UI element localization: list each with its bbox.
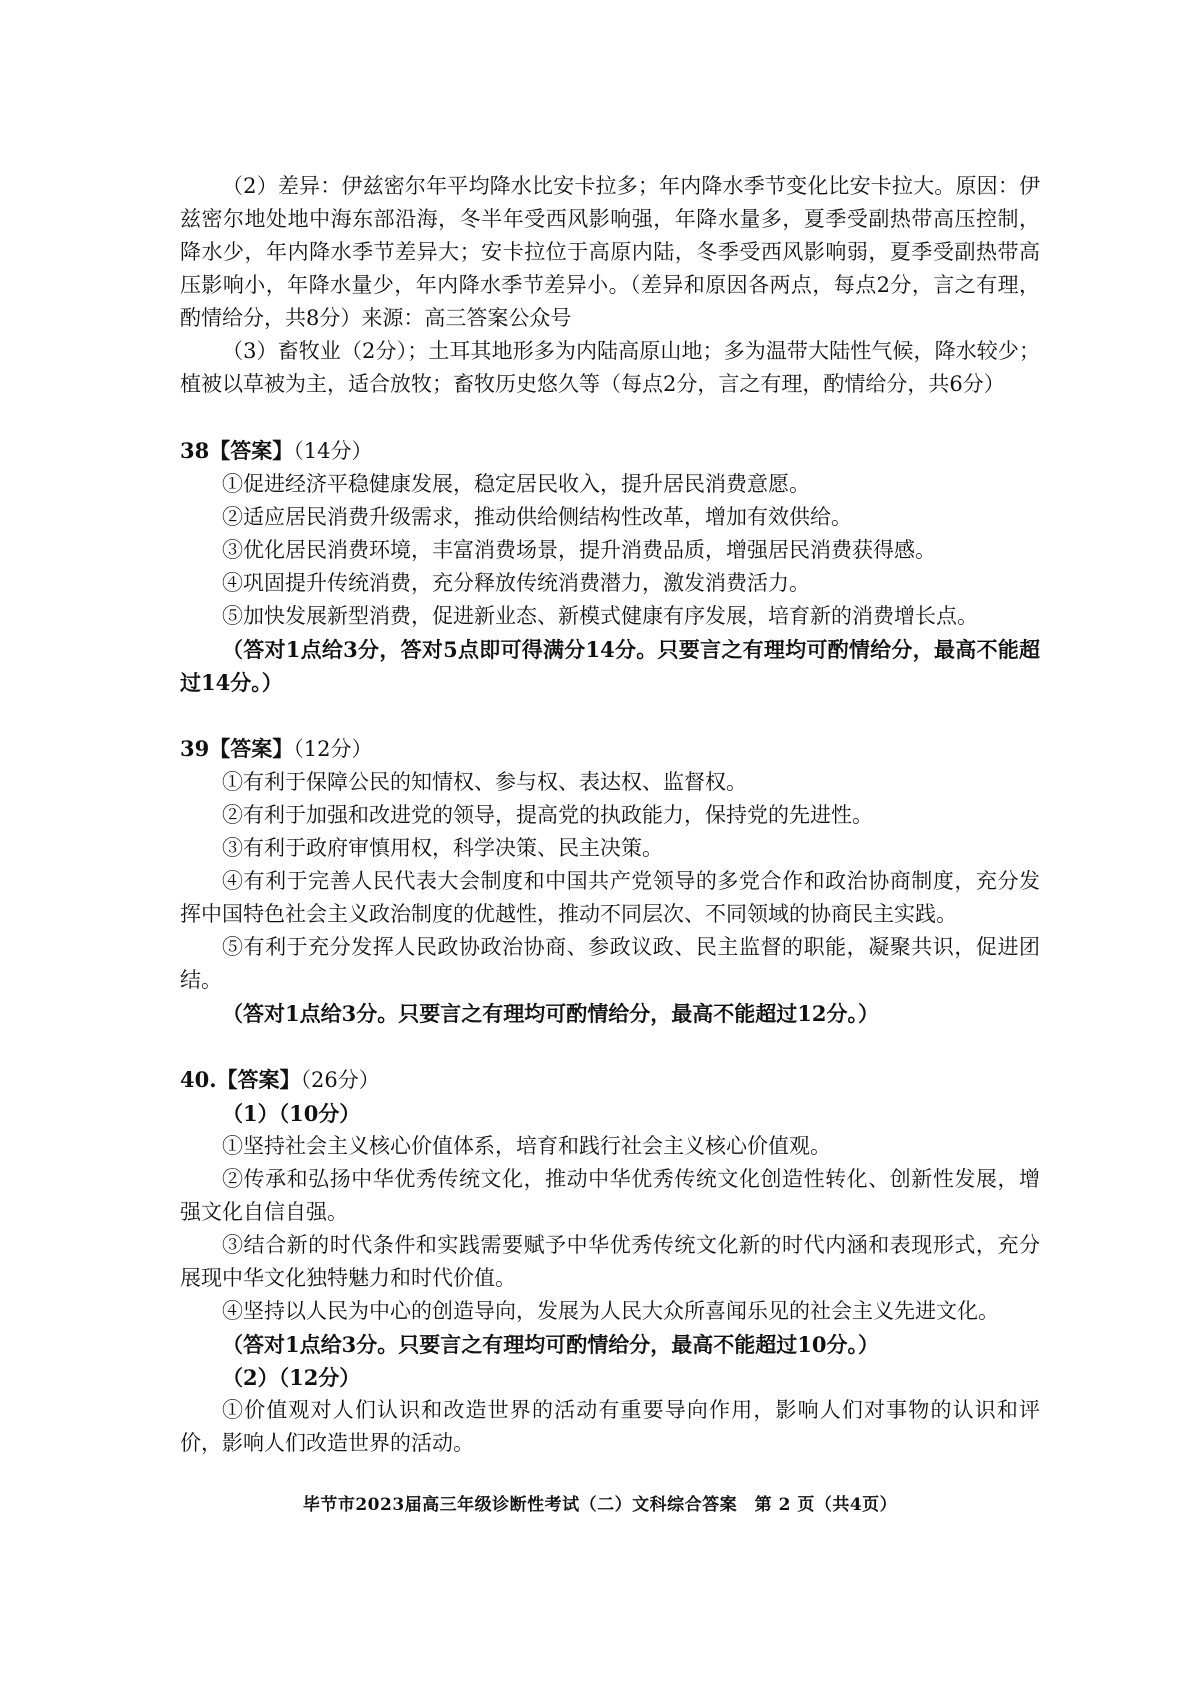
q40-part1-item-3: ③结合新的时代条件和实践需要赋予中华优秀传统文化新的时代内涵和表现形式，充分展现中华文化独特魅力和时代价值。 [180,1233,1040,1290]
q39-heading [180,732,1040,766]
q40-part1-item-2: ②传承和弘扬中华优秀传统文化，推动中华优秀传统文化创造性转化、创新性发展，增强文化自信自强。 [180,1167,1040,1224]
q40-score: （26分） [300,1068,380,1092]
answer-page [180,170,1040,1460]
q38-heading-label: 38【答案】 [180,438,294,463]
q39-item-3: ③有利于政府审慎用权，科学决策、民主决策。 [222,836,663,860]
q40-part1-scoring-note: （答对1点给3分。只要言之有理均可酌情给分，最高不能超过10分。） [222,1332,879,1357]
q39-score: （12分） [293,737,373,761]
q38-heading [180,434,1040,468]
q40-part2-heading: （2）（12分） [222,1365,361,1390]
q37-part2-text: （2）差异：伊兹密尔年平均降水比安卡拉多；年内降水季节变化比安卡拉大。原因：伊兹密尔地处地中海东部沿海，冬半年受西风影响强，年降水量多，夏季受副热带高压控制，降水少，年内降水季节差异大；安卡拉位于高原内陆，冬季受西风影响弱，夏季受副热带高压影响小，年降水量少，年内降水季节差异小。（差异和原因各两点，每点2分，言之有理，酌情给分，共8分） [180,174,1040,330]
q38-item-2: ②适应居民消费升级需求，推动供给侧结构性改革，增加有效供给。 [222,505,852,529]
q38-item-5: ⑤加快发展新型消费，促进新业态、新模式健康有序发展，培育新的消费增长点。 [222,604,978,628]
q38-item-3: ③优化居民消费环境，丰富消费场景，提升消费品质，增强居民消费获得感。 [222,538,936,562]
spacer [180,1030,1040,1063]
source-note: 来源：高三答案公众号 [361,306,572,330]
q39-heading-label: 39【答案】 [180,736,294,761]
q39-item-2: ②有利于加强和改进党的领导，提高党的执政能力，保持党的先进性。 [222,803,873,827]
q39-item-4: ④有利于完善人民代表大会制度和中国共产党领导的多党合作和政治协商制度，充分发挥中国特色社会主义政治制度的优越性，推动不同层次、不同领域的协商民主实践。 [180,869,1040,926]
q38-item-4: ④巩固提升传统消费，充分释放传统消费潜力，激发消费活力。 [222,571,810,595]
q40-part1-heading: （1）（10分） [222,1101,361,1126]
spacer [180,699,1040,732]
q38-score: （14分） [293,439,373,463]
q40-heading [180,1063,1040,1097]
q38-item-1: ①促进经济平稳健康发展，稳定居民收入，提升居民消费意愿。 [222,472,810,496]
q37-part3-paragraph: （3）畜牧业（2分）；土耳其地形多为内陆高原山地；多为温带大陆性气候，降水较少；植被以草被为主，适合放牧；畜牧历史悠久等（每点2分，言之有理，酌情给分，共6分） [180,339,1040,396]
q39-item-5: ⑤有利于充分发挥人民政协政治协商、参政议政、民主监督的职能，凝聚共识，促进团结。 [180,935,1040,992]
page-footer: 毕节市2023届高三年级诊断性考试（二）文科综合答案 第 2 页（共4页） [302,1495,898,1515]
q39-item-1: ①有利于保障公民的知情权、参与权、表达权、监督权。 [222,770,747,794]
q40-heading-label: 40.【答案】 [180,1067,301,1092]
spacer [180,401,1040,434]
q40-part1-item-4: ④坚持以人民为中心的创造导向，发展为人民大众所喜闻乐见的社会主义先进文化。 [222,1299,999,1323]
q40-part1-item-1: ①坚持社会主义核心价值体系，培育和践行社会主义核心价值观。 [222,1134,831,1158]
q38-scoring-note: （答对1点给3分，答对5点即可得满分14分。只要言之有理均可酌情给分，最高不能超过14分。） [180,637,1040,695]
q39-scoring-note: （答对1点给3分。只要言之有理均可酌情给分，最高不能超过12分。） [222,1001,879,1026]
q37-part2-paragraph [180,170,1040,335]
q40-part2-item-1: ①价值观对人们认识和改造世界的活动有重要导向作用，影响人们对事物的认识和评价，影响人们改造世界的活动。 [180,1398,1040,1455]
